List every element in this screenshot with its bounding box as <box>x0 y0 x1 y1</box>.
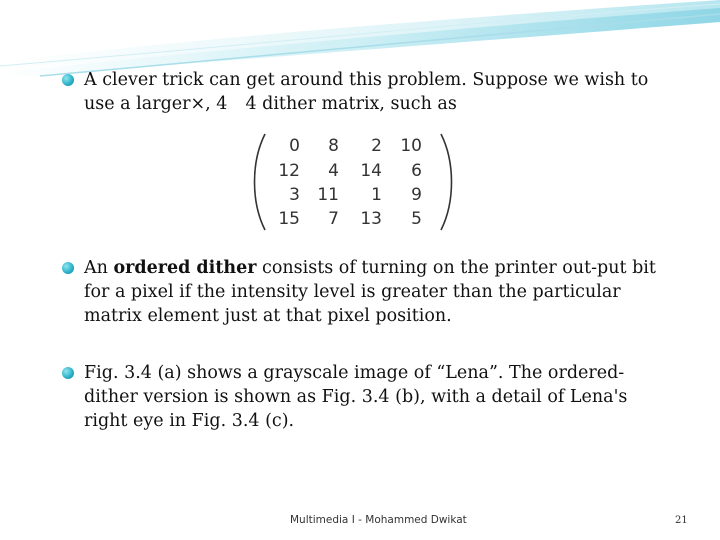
bullet-text-part: , 4 <box>205 94 228 114</box>
matrix-cell: 8 <box>328 136 339 156</box>
matrix-cell: 11 <box>317 185 339 205</box>
bullet-text-part: A clever trick can get around this problem. Suppose we wish to use a larger <box>84 70 649 114</box>
bullet-item <box>62 68 672 116</box>
matrix-cell: 3 <box>289 185 300 205</box>
bullet-icon <box>62 367 74 379</box>
slide-footer: Multimedia I - Mohammed Dwikat <box>290 514 467 526</box>
bullet-text-part: An <box>84 258 114 278</box>
bullet-text: Fig. 3.4 (a) shows a grayscale image of “Lena”. The ordered-dither version is shown as Fig. 3.4 (b), with a detail of Lena's right eye in Fig. 3.4 (c). <box>84 363 628 431</box>
page-number: 21 <box>675 515 688 526</box>
matrix-cell: 15 <box>278 209 300 229</box>
matrix-cell: 10 <box>400 136 422 156</box>
bullet-text-part: consists of turning on the printer out-put bit for a pixel if the intensity level is greater than the particular matrix element just at that pixel position. <box>84 258 656 326</box>
bullet-icon <box>62 74 74 86</box>
matrix-cell: 5 <box>411 209 422 229</box>
matrix-cell: 7 <box>328 209 339 229</box>
bullet-icon <box>62 262 74 274</box>
matrix-cell: 6 <box>411 161 422 181</box>
matrix-cell: 4 <box>328 161 339 181</box>
slide-body <box>62 68 672 433</box>
matrix-cell: 2 <box>371 136 382 156</box>
matrix-cell: 9 <box>411 185 422 205</box>
matrix-cell: 14 <box>360 161 382 181</box>
matrix-cell: 12 <box>278 161 300 181</box>
matrix-cell: 1 <box>371 185 382 205</box>
dither-matrix <box>253 132 453 232</box>
times-symbol: × <box>190 94 206 114</box>
bullet-item <box>62 361 672 433</box>
emphasis-term: ordered dither <box>113 258 257 278</box>
bullet-text-part: 4 dither matrix, such as <box>245 94 457 114</box>
matrix-cell: 0 <box>289 136 300 156</box>
bullet-item <box>62 256 672 328</box>
matrix-cell: 13 <box>360 209 382 229</box>
